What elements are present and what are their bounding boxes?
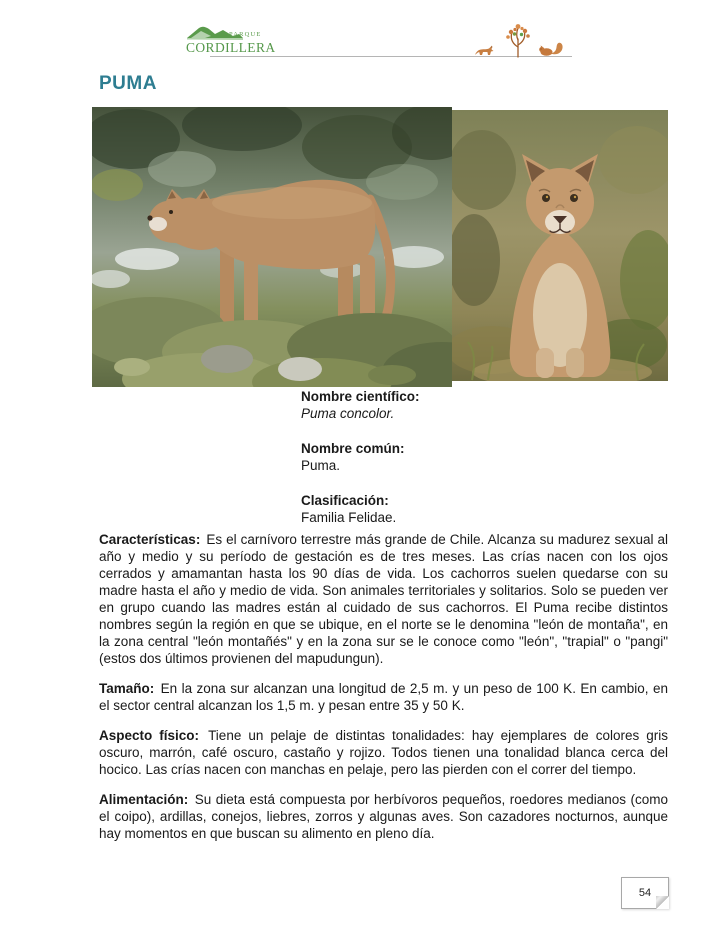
section-text: Su dieta está compuesta por herbívoros pequeños, roedores medianos (como el coipo), ardillas, conejos, liebres, zorros y algunas aves. Son cazadores nocturnos, aunque hay momentos en que buscan su alimento en pleno día.: [99, 792, 668, 841]
classification-group: [301, 493, 420, 526]
section-text: En la zona sur alcanzan una longitud de 2,5 m. y un peso de 100 K. En cambio, en el sector central alcanzan los 1,5 m. y pesan entre 35 y 50 K.: [99, 681, 668, 713]
logo-park-word: PARQUE: [229, 31, 262, 38]
folded-corner-icon: [656, 896, 669, 909]
page-number: 54: [638, 887, 652, 899]
mountains-icon: [185, 23, 295, 57]
section-alimentacion: [99, 791, 668, 842]
section-label: Características:: [99, 532, 205, 547]
section-label: Tamaño:: [99, 681, 159, 696]
scientific-name-value: Puma concolor.: [301, 405, 395, 421]
section-label: Alimentación:: [99, 792, 193, 807]
puma-photo-right: [452, 110, 668, 381]
page-title: PUMA: [99, 73, 157, 94]
puma-photo-left: [92, 107, 452, 387]
photo-strip: [92, 107, 668, 387]
parque-cordillera-logo: [185, 23, 295, 57]
common-name-group: [301, 441, 420, 474]
tree-icon: [503, 23, 533, 58]
section-text: Tiene un pelaje de distintas tonalidades: hay ejemplares de colores gris oscuro, marrón, café oscuro, castaño y rojizo. Todos tienen una tonalidad blanca cerca del hocico. Las crías nacen con manchas en pelaje, pero las pierden con el correr del tiempo.: [99, 728, 668, 777]
squirrel-icon: [538, 40, 565, 57]
scientific-name-label: Nombre científico:: [301, 389, 420, 404]
section-tamano: [99, 680, 668, 714]
page-number-box: [621, 877, 669, 909]
common-name-value: Puma.: [301, 457, 341, 473]
section-text: Es el carnívoro terrestre más grande de Chile. Alcanza su madurez sexual al año y medio y su período de gestación es de tres meses. Las crías nacen con los ojos cerrados y amamantan hasta los 90 días de vida. Los cachorros suelen quedarse con su madre hasta el año y medio de vida. Son animales territoriales y solitarios. Solo se pueden ver en grupo cuando las madres están al cuidado de sus cachorros. El Puma recibe distintos nombres según la región en que se ubique, en el norte se le denomina "león de montaña", en la zona central "león montañés" y en la zona sur se le conoce como "león", "trapial" o "pangi" (estos dos últimos provienen del mapudungun).: [99, 532, 668, 666]
fox-icon: [474, 42, 496, 57]
classification-value: Familia Felidae.: [301, 509, 397, 525]
logo-name-word: CORDILLERA: [186, 40, 276, 55]
common-name-label: Nombre común:: [301, 441, 405, 456]
section-label: Aspecto físico:: [99, 728, 207, 743]
body-text: [99, 531, 668, 855]
classification-label: Clasificación:: [301, 493, 389, 508]
taxonomy-info-block: [301, 389, 420, 545]
section-caracteristicas: [99, 531, 668, 667]
section-aspecto-fisico: [99, 727, 668, 778]
scientific-name-group: [301, 389, 420, 422]
